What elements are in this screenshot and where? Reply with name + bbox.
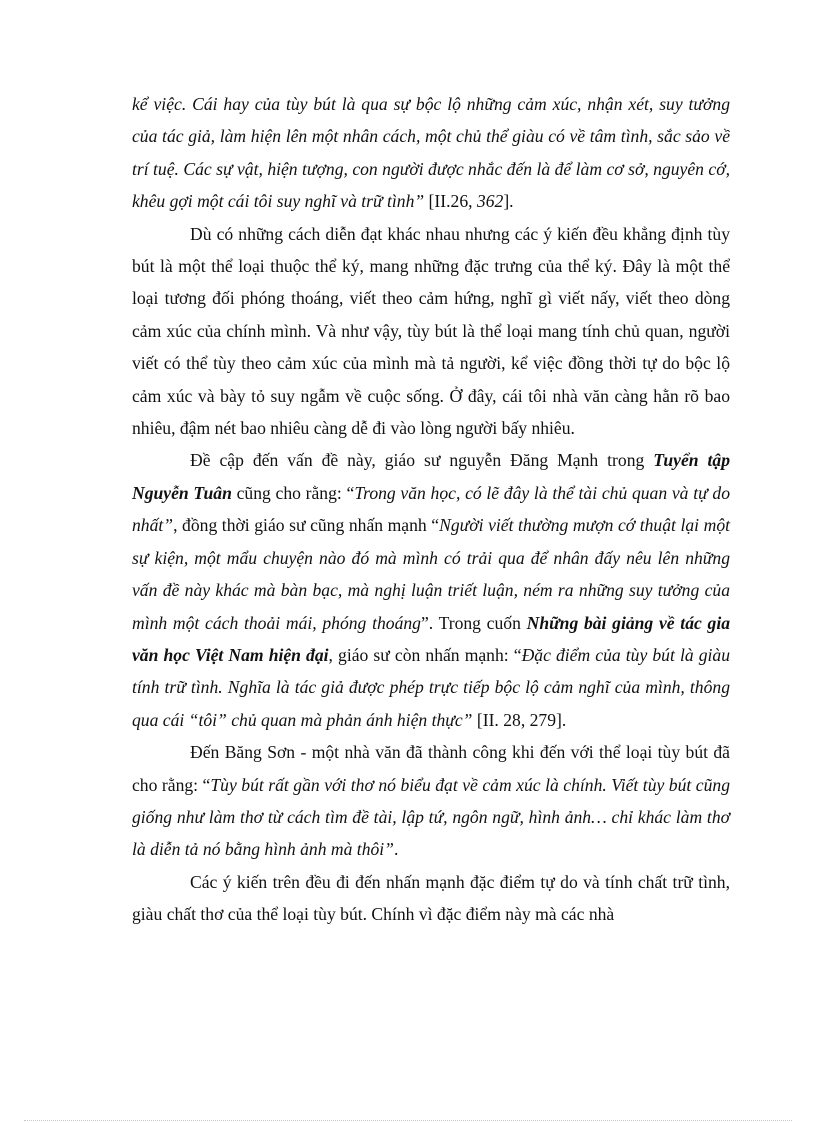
- body-text: Đến Băng Sơn - một nhà văn đã thành công khi đến với thể loại tùy bút đã cho rằng: “: [132, 742, 730, 795]
- book-title: Tuyển tập Nguyễn Tuân: [132, 450, 730, 503]
- body-text: , giáo sư còn nhấn mạnh: “: [328, 644, 522, 665]
- body-text: .: [393, 839, 399, 860]
- paragraph-4: [132, 736, 730, 866]
- book-title: Những bài giảng về tác gia văn học Việt Nam hiện đại: [132, 612, 731, 665]
- page-bottom-divider: [24, 1120, 792, 1121]
- body-text: cũng cho rằng: “: [231, 482, 355, 503]
- quote-text: Người viết thường mượn cớ thuật lại một sự kiện, một mẩu chuyện nào đó mà mình có trải qua để nhân đấy nêu lên những vấn đề này khác mà bàn bạc, mà nghị luận triết luận, ném ra những suy tưởng của mình một cách thoải mái, phóng thoáng: [132, 515, 731, 633]
- document-body: [132, 88, 730, 931]
- citation-text: [II.26,: [424, 191, 477, 212]
- body-text: ”. Trong cuốn: [420, 612, 527, 633]
- paragraph-2: Dù có những cách diễn đạt khác nhau nhưng các ý kiến đều khẳng định tùy bút là một thể loại thuộc thể ký, mang những đặc trưng của thể ký. Đây là một thể loại tương đối phóng thoáng, viết theo cảm hứng, nghĩ gì viết nấy, viết theo dòng cảm xúc của chính mình. Và như vậy, tùy bút là thể loại mang tính chủ quan, người viết có thể tùy theo cảm xúc của mình mà tả người, kể việc đồng thời tự do bộc lộ cảm xúc và bày tỏ suy ngẫm về cuộc sống. Ở đây, cái tôi nhà văn càng hằn rõ bao nhiêu, đậm nét bao nhiêu càng dễ đi vào lòng người bấy nhiêu.: [132, 223, 730, 439]
- citation-page: 362: [476, 191, 504, 212]
- quote-text: Tùy bút rất gần với thơ nó biểu đạt về cảm xúc là chính. Viết tùy bút cũng giống như làm thơ từ cách tìm đề tài, lập tứ, ngôn ngữ, hình ảnh… chỉ khác làm thơ là diễn tả nó bằng hình ảnh mà thôi”: [132, 774, 730, 860]
- quote-text: kể việc. Cái hay của tùy bút là qua sự bộc lộ những cảm xúc, nhận xét, suy tưởng của tác giả, làm hiện lên một nhân cách, một chủ thể giàu có về tâm tình, sắc sảo về trí tuệ. Các sự vật, hiện tượng, con người được nhắc đến là để làm cơ sở, nguyên cớ, khêu gợi một cái tôi suy nghĩ và trữ tình”: [132, 94, 730, 212]
- quote-text: Trong văn học, có lẽ đây là thể tài chủ quan và tự do nhất”: [132, 482, 730, 536]
- body-text: Đề cập đến vấn đề này, giáo sư nguyễn Đăng Mạnh trong: [190, 450, 654, 471]
- citation-text: [II. 28, 279].: [472, 709, 567, 730]
- quote-text: Đặc điểm của tùy bút là giàu tính trữ tình. Nghĩa là tác giả được phép trực tiếp bộc lộ cảm nghĩ của mình, thông qua cái “tôi” chủ quan mà phản ánh hiện thực”: [132, 644, 730, 730]
- body-text: , đồng thời giáo sư cũng nhấn mạnh “: [173, 515, 440, 536]
- paragraph-5: Các ý kiến trên đều đi đến nhấn mạnh đặc điểm tự do và tính chất trữ tình, giàu chất thơ của thể loại tùy bút. Chính vì đặc điểm này mà các nhà: [132, 871, 730, 925]
- paragraph-3: [132, 444, 730, 736]
- citation-close: ].: [503, 191, 514, 212]
- paragraph-1: [132, 88, 730, 218]
